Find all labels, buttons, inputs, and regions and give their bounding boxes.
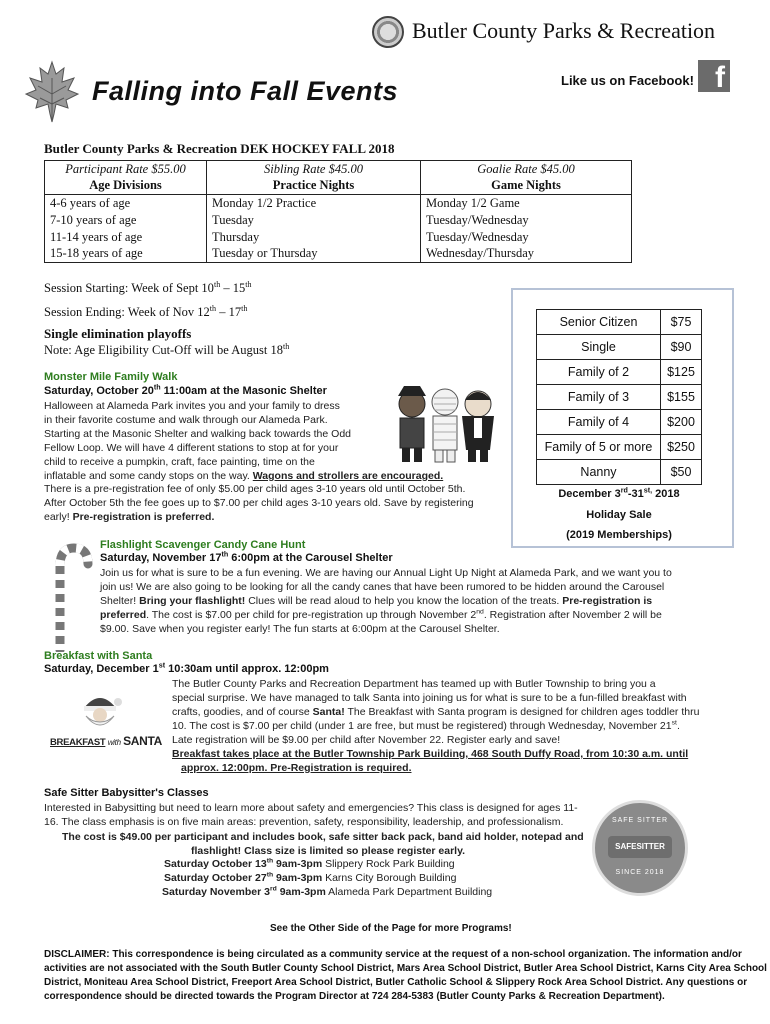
breakfast-santa-date: Saturday, December 1st 10:30am until approx. 12:00pm bbox=[44, 661, 329, 675]
disclaimer-text: DISCLAIMER: This correspondence is being circulated as a community service at the request of a non-school organization. The information and/or bbox=[44, 949, 742, 960]
safe-sitter-session: Saturday October 13th 9am-3pm Slippery Rock Park Building bbox=[164, 857, 455, 870]
main-title: Falling into Fall Events bbox=[92, 76, 399, 106]
costumed-kids-illustration bbox=[390, 382, 500, 464]
breakfast-santa-text: The Butler County Parks and Recreation Department has teamed up with Butler Township to bring you a bbox=[172, 678, 656, 690]
safe-sitter-text: Interested in Babysitting but need to learn more about safety and emergencies? This class is designed for ages 11- bbox=[44, 802, 578, 814]
participant-rate: Participant Rate $55.00 bbox=[45, 161, 207, 178]
col-header-practice: Practice Nights bbox=[207, 178, 421, 195]
monster-walk-text: Halloween at Alameda Park invites you and your family to dress bbox=[44, 400, 340, 412]
disclaimer-text: District, Moniteau Area School District, Freeport Area School District, Butler Catholic School & Slippery Rock Area School District. Any questions or bbox=[44, 977, 748, 988]
col-header-age: Age Divisions bbox=[45, 178, 207, 195]
santa-face-icon bbox=[78, 694, 122, 730]
facebook-icon[interactable]: f bbox=[698, 60, 730, 92]
breakfast-santa-title: Breakfast with Santa bbox=[44, 650, 153, 662]
price-row bbox=[537, 435, 702, 460]
disclaimer-text: activities are not associated with the South Butler County School District, Mars Area School District, Butler Area School District, Karns City Area School bbox=[44, 963, 767, 974]
price-row bbox=[537, 310, 702, 335]
safe-sitter-title: Safe Sitter Babysitter's Classes bbox=[44, 787, 209, 799]
price-row bbox=[537, 460, 702, 485]
flashlight-hunt-text: join us! We are also going to be looking for all the candy canes that have been rumored to be hidden around the Carousel bbox=[100, 581, 665, 593]
breakfast-with-santa-logo: BREAKFAST with SANTA bbox=[44, 694, 162, 754]
membership-price: $75 bbox=[661, 310, 702, 335]
table-cell: 4-6 years of age bbox=[45, 195, 207, 212]
membership-price: $200 bbox=[661, 410, 702, 435]
monster-walk-date: Saturday, October 20th 11:00am at the Masonic Shelter bbox=[44, 383, 327, 397]
table-cell: Monday 1/2 Practice bbox=[207, 195, 421, 212]
membership-type: Family of 4 bbox=[537, 410, 661, 435]
membership-type: Single bbox=[537, 335, 661, 360]
header-row bbox=[45, 178, 632, 195]
safe-sitter-text: 16. The class emphasis is on five main areas: prevention, safety, responsibility, leadership, and professionalism. bbox=[44, 816, 564, 828]
membership-type: Family of 5 or more bbox=[537, 435, 661, 460]
membership-type: Nanny bbox=[537, 460, 661, 485]
price-row bbox=[537, 335, 702, 360]
membership-price: $50 bbox=[661, 460, 702, 485]
holiday-sale-label: Holiday Sale bbox=[586, 509, 652, 521]
flashlight-hunt-text: Shelter! Bring your flashlight! Clues will be read aloud to help you know the location of the treats. Pre-registration is bbox=[100, 595, 653, 607]
safe-sitter-badge-logo: SAFE SITTER SAFESITTER SINCE 2018 bbox=[592, 800, 688, 896]
sibling-rate: Sibling Rate $45.00 bbox=[207, 161, 421, 178]
breakfast-santa-text: special surprise. We have managed to talk Santa into joining us for what is sure to be a fun-filled breakfast with bbox=[172, 692, 687, 704]
table-cell: Monday 1/2 Game bbox=[421, 195, 632, 212]
table-cell: Tuesday/Wednesday bbox=[421, 229, 632, 246]
org-title: Butler County Parks & Recreation bbox=[412, 18, 716, 43]
table-cell: Tuesday/Wednesday bbox=[421, 212, 632, 229]
table-row bbox=[45, 229, 632, 246]
breakfast-location: Breakfast takes place at the Butler Township Park Building, 468 South Duffy Road, from 10:30 a.m. until bbox=[172, 748, 689, 760]
flashlight-hunt-text: Join us for what is sure to be a fun evening. We are having our Annual Light Up Night at Alameda Park, and we want you to bbox=[100, 567, 672, 579]
hockey-table bbox=[44, 160, 632, 263]
membership-type: Family of 2 bbox=[537, 360, 661, 385]
disclaimer-text: correspondence should be directed towards the Program Director at 724 284-5383 (Butler County Parks & Recreation Department). bbox=[44, 991, 665, 1002]
holiday-sale-dates: December $3rd-31^{st,}$ 2018 bbox=[558, 486, 680, 500]
table-cell: 11-14 years of age bbox=[45, 229, 207, 246]
membership-price: $125 bbox=[661, 360, 702, 385]
membership-price-table bbox=[536, 309, 702, 485]
breakfast-santa-text: Late registration will be $9.00 per child after November 22. Register early and save! bbox=[172, 734, 561, 746]
membership-price: $90 bbox=[661, 335, 702, 360]
candy-cane-icon bbox=[44, 540, 94, 652]
goalie-rate: Goalie Rate $45.00 bbox=[421, 161, 632, 178]
table-row bbox=[45, 212, 632, 229]
hockey-title: Butler County Parks & Recreation DEK HOCKEY FALL 2018 bbox=[44, 141, 395, 156]
breakfast-santa-text: crafts, goodies, and of course Santa! The Breakfast with Santa program is designed for children ages toddler thru bbox=[172, 706, 700, 718]
playoffs-heading: Single elimination playoffs bbox=[44, 326, 192, 341]
monster-walk-text: inflatable and some candy stops on the way. Wagons and strollers are encouraged. bbox=[44, 470, 444, 482]
monster-walk-text: in their favorite costume and walk through our Alameda Park. bbox=[44, 414, 328, 426]
safe-sitter-session: Saturday October 27th 9am-3pm Karns City Borough Building bbox=[164, 871, 457, 884]
safe-sitter-cost: The cost is $49.00 per participant and includes book, safe sitter back pack, band aid holder, notepad and bbox=[62, 831, 584, 843]
breakfast-santa-text: 10. The cost is $7.00 per child (under 1 are free, but must be registered) through Wednesday, November 21st. bbox=[172, 719, 680, 732]
price-row bbox=[537, 410, 702, 435]
facebook-text[interactable]: Like us on Facebook! bbox=[561, 73, 694, 88]
session-ending: Session Ending: Week of Nov 12th – 17th bbox=[44, 303, 248, 319]
membership-type: Family of 3 bbox=[537, 385, 661, 410]
maple-leaf-icon bbox=[22, 58, 82, 124]
membership-type: Senior Citizen bbox=[537, 310, 661, 335]
monster-walk-text: early! Pre-registration is preferred. bbox=[44, 511, 215, 523]
safe-sitter-cost: flashlight! Class size is limited so please register early. bbox=[191, 845, 466, 857]
monster-walk-text: Fellow Loop. We will have 4 different stations to stop at for your bbox=[44, 442, 339, 454]
monster-walk-title: Monster Mile Family Walk bbox=[44, 371, 178, 383]
monster-walk-text: There is a pre-registration fee of only $5.00 per child ages 3-10 years old until October 5th. bbox=[44, 483, 466, 495]
age-cutoff-note: Note: Age Eligibility Cut-Off will be August 18th bbox=[44, 341, 290, 357]
table-cell: Thursday bbox=[207, 229, 421, 246]
membership-price: $155 bbox=[661, 385, 702, 410]
breakfast-location: approx. 12:00pm. Pre-Registration is required. bbox=[181, 762, 412, 774]
monster-walk-text: child to receive a pumpkin, craft, face painting, time on the bbox=[44, 456, 315, 468]
safe-sitter-session: Saturday November 3rd 9am-3pm Alameda Park Department Building bbox=[162, 885, 493, 898]
session-starting: Session Starting: Week of Sept 10th – 15th bbox=[44, 279, 252, 295]
memberships-label: (2019 Memberships) bbox=[566, 529, 672, 541]
monster-walk-text: After October 5th the fee goes up to $7.00 per child ages 3-10 years old. Save by registering bbox=[44, 497, 474, 509]
table-cell: Wednesday/Thursday bbox=[421, 246, 632, 263]
table-row bbox=[45, 246, 632, 263]
monster-walk-text: Starting at the Masonic Shelter and walking back towards the Odd bbox=[44, 428, 352, 440]
table-cell: Tuesday bbox=[207, 212, 421, 229]
price-row bbox=[537, 360, 702, 385]
flashlight-hunt-title: Flashlight Scavenger Candy Cane Hunt bbox=[100, 539, 306, 551]
flashlight-hunt-date: Saturday, November 17th 6:00pm at the Carousel Shelter bbox=[100, 550, 393, 564]
table-cell: Tuesday or Thursday bbox=[207, 246, 421, 263]
membership-price: $250 bbox=[661, 435, 702, 460]
flashlight-hunt-text: $9.00. Save when you register early! The fun starts at 6:00pm at the Carousel Shelter. bbox=[100, 623, 500, 635]
table-cell: 15-18 years of age bbox=[45, 246, 207, 263]
county-seal-logo bbox=[372, 16, 404, 48]
price-row bbox=[537, 385, 702, 410]
table-row bbox=[45, 195, 632, 212]
rate-row bbox=[45, 161, 632, 178]
col-header-game: Game Nights bbox=[421, 178, 632, 195]
flashlight-hunt-text: preferred. The cost is $7.00 per child for pre-registration up through November 2nd. Registration after November 2 will be bbox=[100, 608, 662, 621]
table-cell: 7-10 years of age bbox=[45, 212, 207, 229]
other-side-note: See the Other Side of the Page for more Programs! bbox=[270, 923, 512, 934]
